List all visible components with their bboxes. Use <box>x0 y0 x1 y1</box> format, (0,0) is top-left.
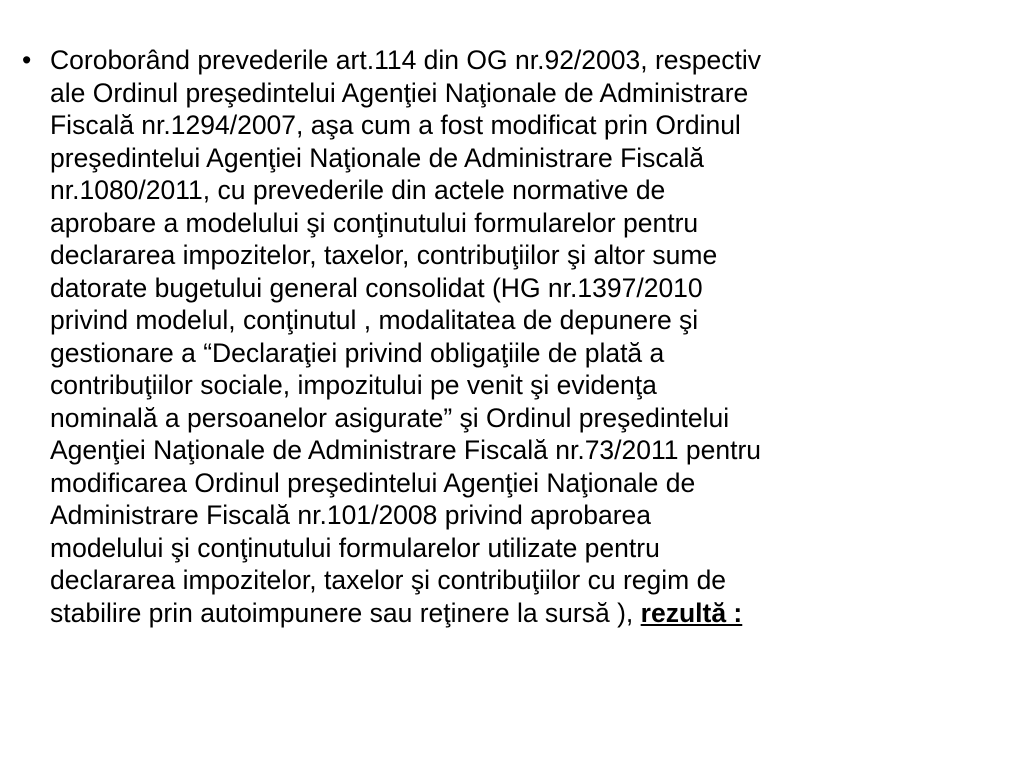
paragraph-line-14: modificarea Ordinul preşedintelui Agenţiei Naţionale de <box>50 467 696 498</box>
paragraph-line-10: gestionare a “Declaraţiei privind obligaţiile de plată a <box>50 337 665 368</box>
paragraph-line-13: Agenţiei Naţionale de Administrare Fiscală nr.73/2011 pentru <box>50 435 762 465</box>
paragraph-line-9: privind modelul, conţinutul , modalitatea de depunere şi <box>50 305 699 335</box>
paragraph-line-7: declararea impozitelor, taxelor, contribuţiilor şi altor sume <box>50 240 718 270</box>
paragraph-line-18 <box>50 597 980 630</box>
paragraph-line-3: Fiscală nr.1294/2007, aşa cum a fost modificat prin Ordinul <box>50 110 741 140</box>
bullet-item <box>0 44 980 629</box>
paragraph-line-17: declararea impozitelor, taxelor şi contribuţiilor cu regim de <box>50 565 727 595</box>
bullet-list <box>0 44 1024 629</box>
paragraph-line-5: nr.1080/2011, cu prevederile din actele normative de <box>50 175 666 205</box>
paragraph-line-12: nominală a persoanelor asigurate” şi Ordinul preşedintelui <box>50 402 730 433</box>
paragraph-line-8: datorate bugetului general consolidat (HG nr.1397/2010 <box>50 272 703 303</box>
paragraph-line-16: modelului şi conţinutului formularelor utilizate pentru <box>50 532 660 563</box>
conclusion-emphasis: rezultă : <box>640 597 743 628</box>
paragraph-last-line-text: stabilire prin autoimpunere sau reţinere la sursă ), <box>50 597 641 628</box>
bullet-marker: • <box>22 45 32 75</box>
paragraph-line-2: ale Ordinul preşedintelui Agenţiei Naţionale de Administrare <box>50 77 749 108</box>
paragraph-line-11: contribuţiilor sociale, impozitului pe venit şi evidenţa <box>50 370 657 400</box>
paragraph-line-15: Administrare Fiscală nr.101/2008 privind aprobarea <box>50 500 651 530</box>
paragraph-line-6: aprobare a modelului şi conţinutului formularelor pentru <box>50 207 699 238</box>
paragraph-line-4: preşedintelui Agenţiei Naţionale de Administrare Fiscală <box>50 142 705 173</box>
paragraph-line-1: Coroborând prevederile art.114 din OG nr.92/2003, respectiv <box>50 45 762 75</box>
